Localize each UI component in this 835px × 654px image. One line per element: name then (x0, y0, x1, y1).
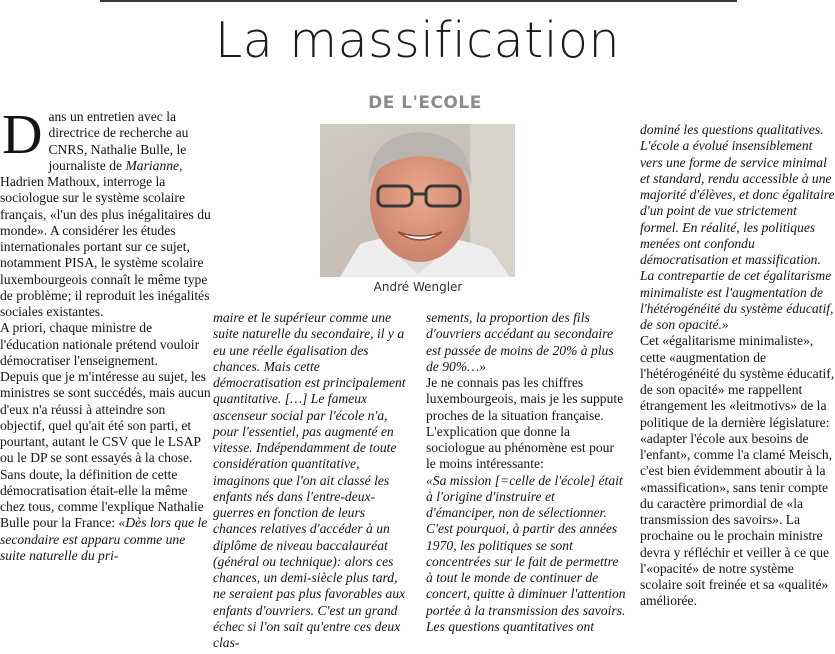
paragraph: A priori, chaque ministre de l'éducation nationale prétend vouloir démocratiser l'enseignement. (0, 320, 200, 368)
article-column-3 (426, 310, 627, 635)
article-column-1 (0, 104, 212, 564)
article-column-4 (640, 122, 835, 610)
text-span: , Hadrien Mathoux, interroge la sociologue sur le système scolaire français, «l'un des plus inégalitaires du monde». A considérer les études internationales portant sur ce sujet, notamment PISA, le système scolaire luxembourgeois connaît le même type de problème; il reproduit les inégalités sociales existantes. (0, 157, 211, 319)
paragraph (0, 467, 212, 565)
article-subtitle: DE L'ECOLE (368, 93, 482, 113)
text-span: Sans doute, la définition de cette démocratisation était-elle la même chez tous, comme l'explique Nathalie Bulle pour la France: (0, 466, 204, 531)
article-column-2 (213, 310, 411, 651)
paragraph (0, 104, 212, 320)
top-rule (100, 0, 737, 2)
publication-name: Marianne (125, 157, 180, 173)
quote-span: «Dès lors que le secondaire est apparu comme une suite naturelle du pri- (0, 515, 208, 563)
paragraph: Depuis que je m'intéresse au sujet, les ministres se sont succédés, mais aucun d'eux n'a réussi à atteindre son objectif, quel qu'ait été son parti, et pourtant, autant le CSV que le LSAP ou le DP se sont essayés à la chose. (0, 369, 211, 466)
drop-cap: D (2, 104, 43, 166)
quote-paragraph: maire et le supérieur comme une suite naturelle du secondaire, il y a eu une réelle égalisation des chances. Mais cette démocratisation est principalement quantitative. […] Le fameux ascenseur social par l'école n'a, pour l'essentiel, pas augmenté en vitesse. Indépendamment de toute considération quantitative, imaginons que l'on ait classé les enfants nés dans l'entre-deux-guerres en fonction de leurs chances relatives d'accéder à un diplôme de niveau baccalauréat (général ou technique): alors ces chances, un demi-siècle plus tard, ne seraient pas plus favorables aux enfants d'ouvriers. C'est un grand échec si l'on sait qu'entre ces deux clas- (213, 310, 406, 650)
text-span: ans un entretien avec la directrice de recherche au CNRS, Nathalie Bulle, le journaliste de (48, 109, 189, 173)
quote-paragraph: sements, la proportion des fils d'ouvriers accédant au secondaire est passée de moins de 20% à plus de 90%…» (426, 310, 614, 374)
quote-paragraph: dominé les questions qualitatives. L'école a évolué insensiblement vers une forme de service minimal et standard, rendu accessible à une majorité d'élèves, et donc égalitaire d'un point de vue strictement formel. En réalité, les politiques menées ont confondu démocratisation et massification. La contrepartie de cet égalitarisme minimaliste est l'augmentation de l'hétérogénéité du système éducatif, de son opacité.» (640, 122, 835, 332)
article-title: La massification (214, 12, 621, 69)
photo-caption: André Wengler (373, 280, 463, 294)
paragraph: Je ne connais pas les chiffres luxembourgeois, mais je les suppute proches de la situation française. (426, 375, 624, 423)
paragraph: L'explication que donne la sociologue au phénomène est pour le moins intéressante: (426, 423, 614, 472)
author-photo (320, 124, 515, 277)
quote-paragraph: «Sa mission [=celle de l'école] était à l'origine d'instruire et d'émanciper, non de sélectionner. C'est pourquoi, à partir des années 1970, les politiques se sont concentrées sur le fait de permettre à tout le monde de continuer de concert, quitte à diminuer l'attention portée à la transmission des savoirs. Les questions quantitatives ont (426, 472, 626, 634)
paragraph: Cet «égalitarisme minimaliste», cette «augmentation de l'hétérogénéité du système éducatif, de son opacité» me rappellent étrangement les «leitmotivs» de la politique de la dernière législature: «adapter l'école aux besoins de l'enfant», comme l'a clamé Meisch, c'est bien évidemment aboutir à la «massification», sans tenir compte du caractère primordial de «la transmission des savoirs». La prochaine ou le prochain ministre devra y réfléchir et veiller à ce que l'«opacité» de notre système scolaire soit freinée et sa «qualité» améliorée. (640, 333, 835, 609)
